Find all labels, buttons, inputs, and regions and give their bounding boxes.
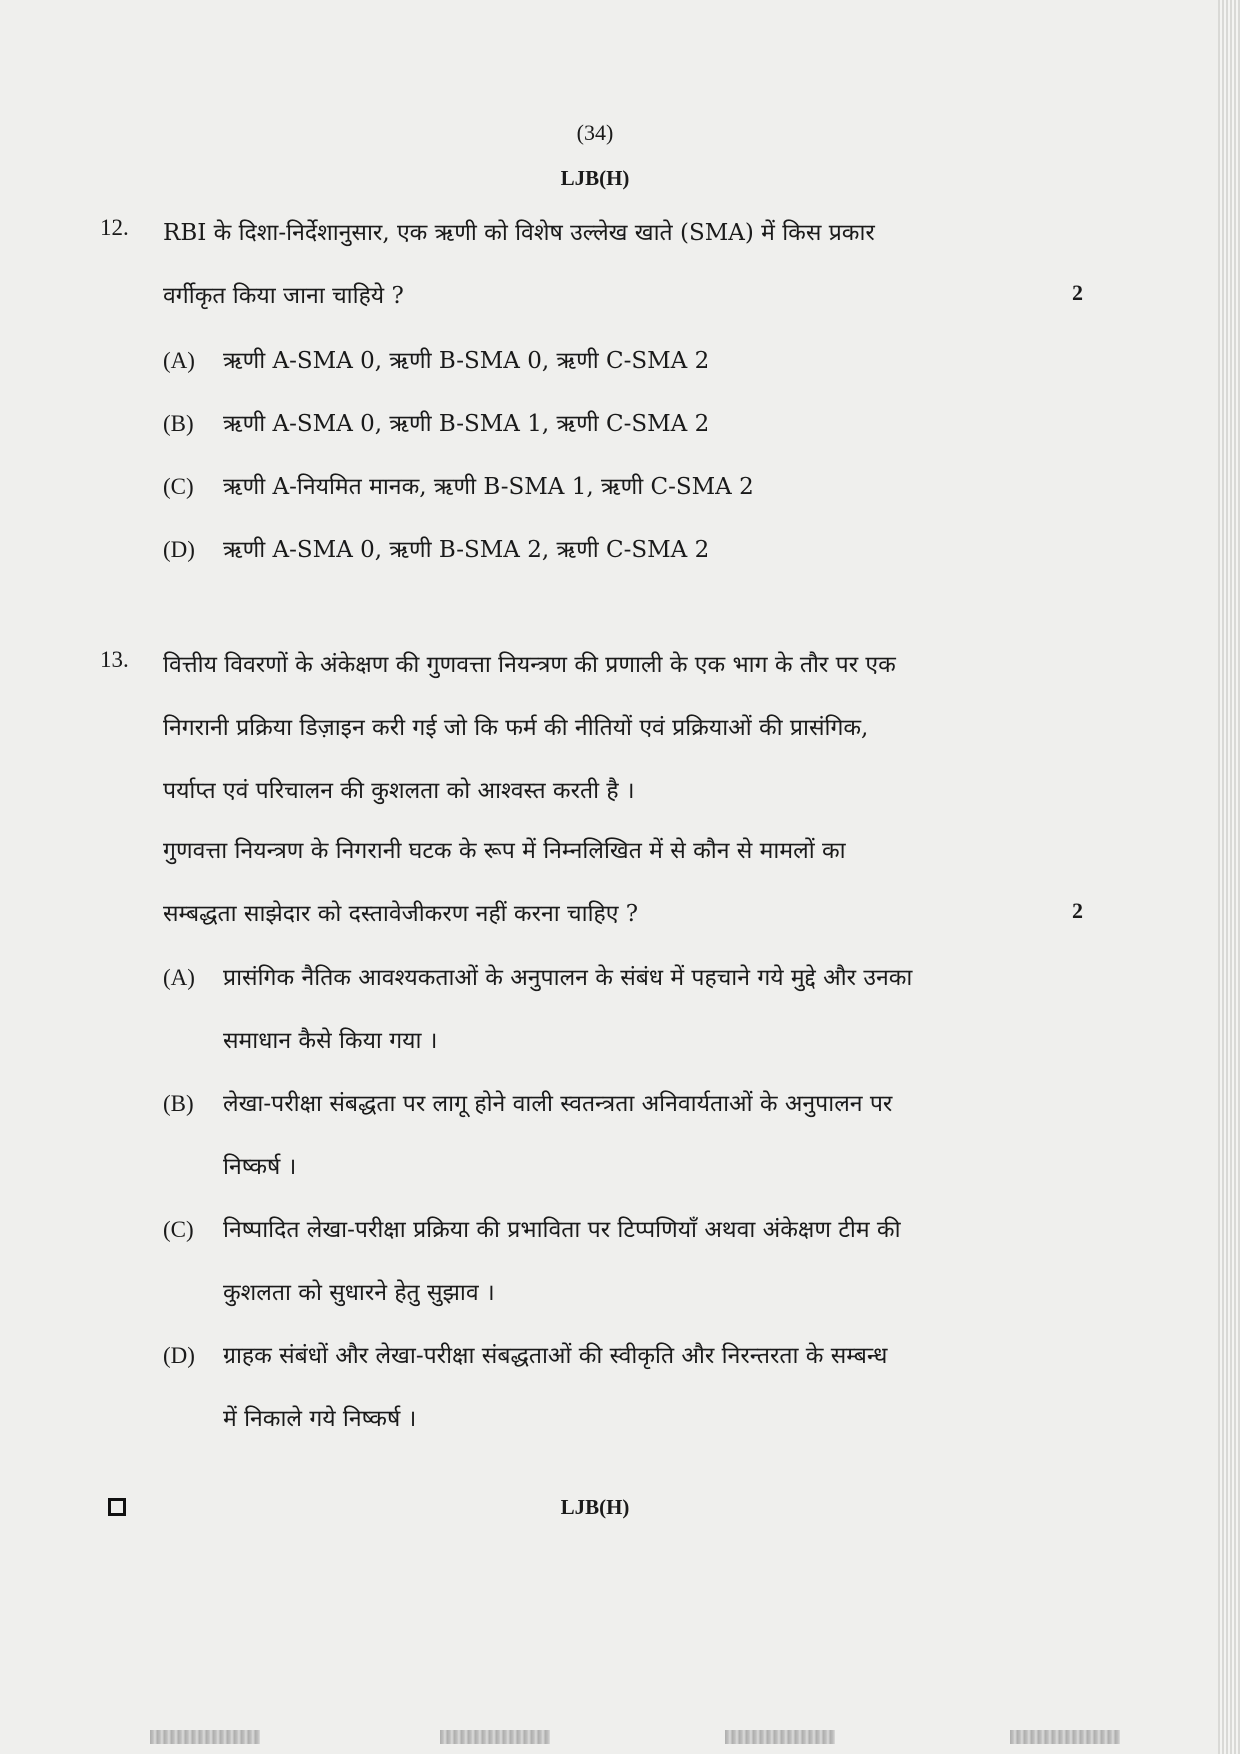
option-label: (D) <box>163 537 195 562</box>
option-text: ग्राहक संबंधों और लेखा-परीक्षा संबद्धताओं की स्वीकृति और निरन्तरता के सम्बन्ध <box>223 1343 888 1369</box>
question-text-line: वित्तीय विवरणों के अंकेक्षण की गुणवत्ता नियन्त्रण की प्रणाली के एक भाग के तौर पर एक <box>163 652 896 678</box>
question-text-line: वर्गीकृत किया जाना चाहिये ? <box>163 283 404 309</box>
page-number: (34) <box>576 120 614 145</box>
page-edge-binding <box>1218 0 1240 1754</box>
question-marks: 2 <box>1072 898 1083 923</box>
option-text: ऋणी A-SMA 0, ऋणी B-SMA 2, ऋणी C-SMA 2 <box>223 537 710 563</box>
question-marks: 2 <box>1072 280 1083 305</box>
option-text-continued: में निकाले गये निष्कर्ष । <box>223 1406 417 1432</box>
option-label: (C) <box>163 1217 194 1242</box>
option-text: ऋणी A-SMA 0, ऋणी B-SMA 1, ऋणी C-SMA 2 <box>223 411 710 437</box>
option-text-continued: समाधान कैसे किया गया । <box>223 1028 438 1054</box>
option-label: (B) <box>163 411 194 436</box>
option-d <box>163 1338 887 1370</box>
option-b <box>163 406 709 438</box>
question-text-line: निगरानी प्रक्रिया डिज़ाइन करी गई जो कि फर्म की नीतियों एवं प्रक्रियाओं की प्रासंगिक, <box>163 715 869 741</box>
option-label: (A) <box>163 965 195 990</box>
option-a <box>163 960 912 992</box>
question-number: 13. <box>100 647 129 672</box>
question-number: 12. <box>100 215 129 240</box>
option-text-continued: कुशलता को सुधारने हेतु सुझाव । <box>223 1280 495 1306</box>
option-text-continued: निष्कर्ष । <box>223 1154 297 1180</box>
option-a <box>163 343 709 375</box>
option-text: प्रासंगिक नैतिक आवश्यकताओं के अनुपालन के संबंध में पहचाने गये मुद्दे और उनका <box>223 965 913 991</box>
option-label: (C) <box>163 474 194 499</box>
option-text: निष्पादित लेखा-परीक्षा प्रक्रिया की प्रभाविता पर टिप्पणियाँ अथवा अंकेक्षण टीम की <box>223 1217 901 1243</box>
question-text-line: गुणवत्ता नियन्त्रण के निगरानी घटक के रूप में निम्नलिखित में से कौन से मामलों का <box>163 838 846 864</box>
header-paper-code: LJB(H) <box>560 166 630 190</box>
question-text-line: पर्याप्त एवं परिचालन की कुशलता को आश्वस्त करती है । <box>163 778 635 804</box>
scan-artifact <box>725 1730 835 1744</box>
option-c <box>163 469 754 501</box>
option-label: (B) <box>163 1091 194 1116</box>
option-d <box>163 532 709 564</box>
scan-artifact <box>1010 1730 1120 1744</box>
option-text: ऋणी A-SMA 0, ऋणी B-SMA 0, ऋणी C-SMA 2 <box>223 348 710 374</box>
option-label: (A) <box>163 348 195 373</box>
scan-artifact <box>150 1730 260 1744</box>
question-text-line: RBI के दिशा-निर्देशानुसार, एक ऋणी को विशेष उल्लेख खाते (SMA) में किस प्रकार <box>163 220 875 246</box>
option-b <box>163 1086 892 1118</box>
option-c <box>163 1212 901 1244</box>
option-text: लेखा-परीक्षा संबद्धता पर लागू होने वाली स्वतन्त्रता अनिवार्यताओं के अनुपालन पर <box>223 1091 893 1117</box>
option-label: (D) <box>163 1343 195 1368</box>
scan-artifact <box>440 1730 550 1744</box>
question-text-line: सम्बद्धता साझेदार को दस्तावेजीकरण नहीं करना चाहिए ? <box>163 901 639 927</box>
footer-paper-code: LJB(H) <box>560 1495 630 1519</box>
option-text: ऋणी A-नियमित मानक, ऋणी B-SMA 1, ऋणी C-SMA 2 <box>223 474 754 500</box>
